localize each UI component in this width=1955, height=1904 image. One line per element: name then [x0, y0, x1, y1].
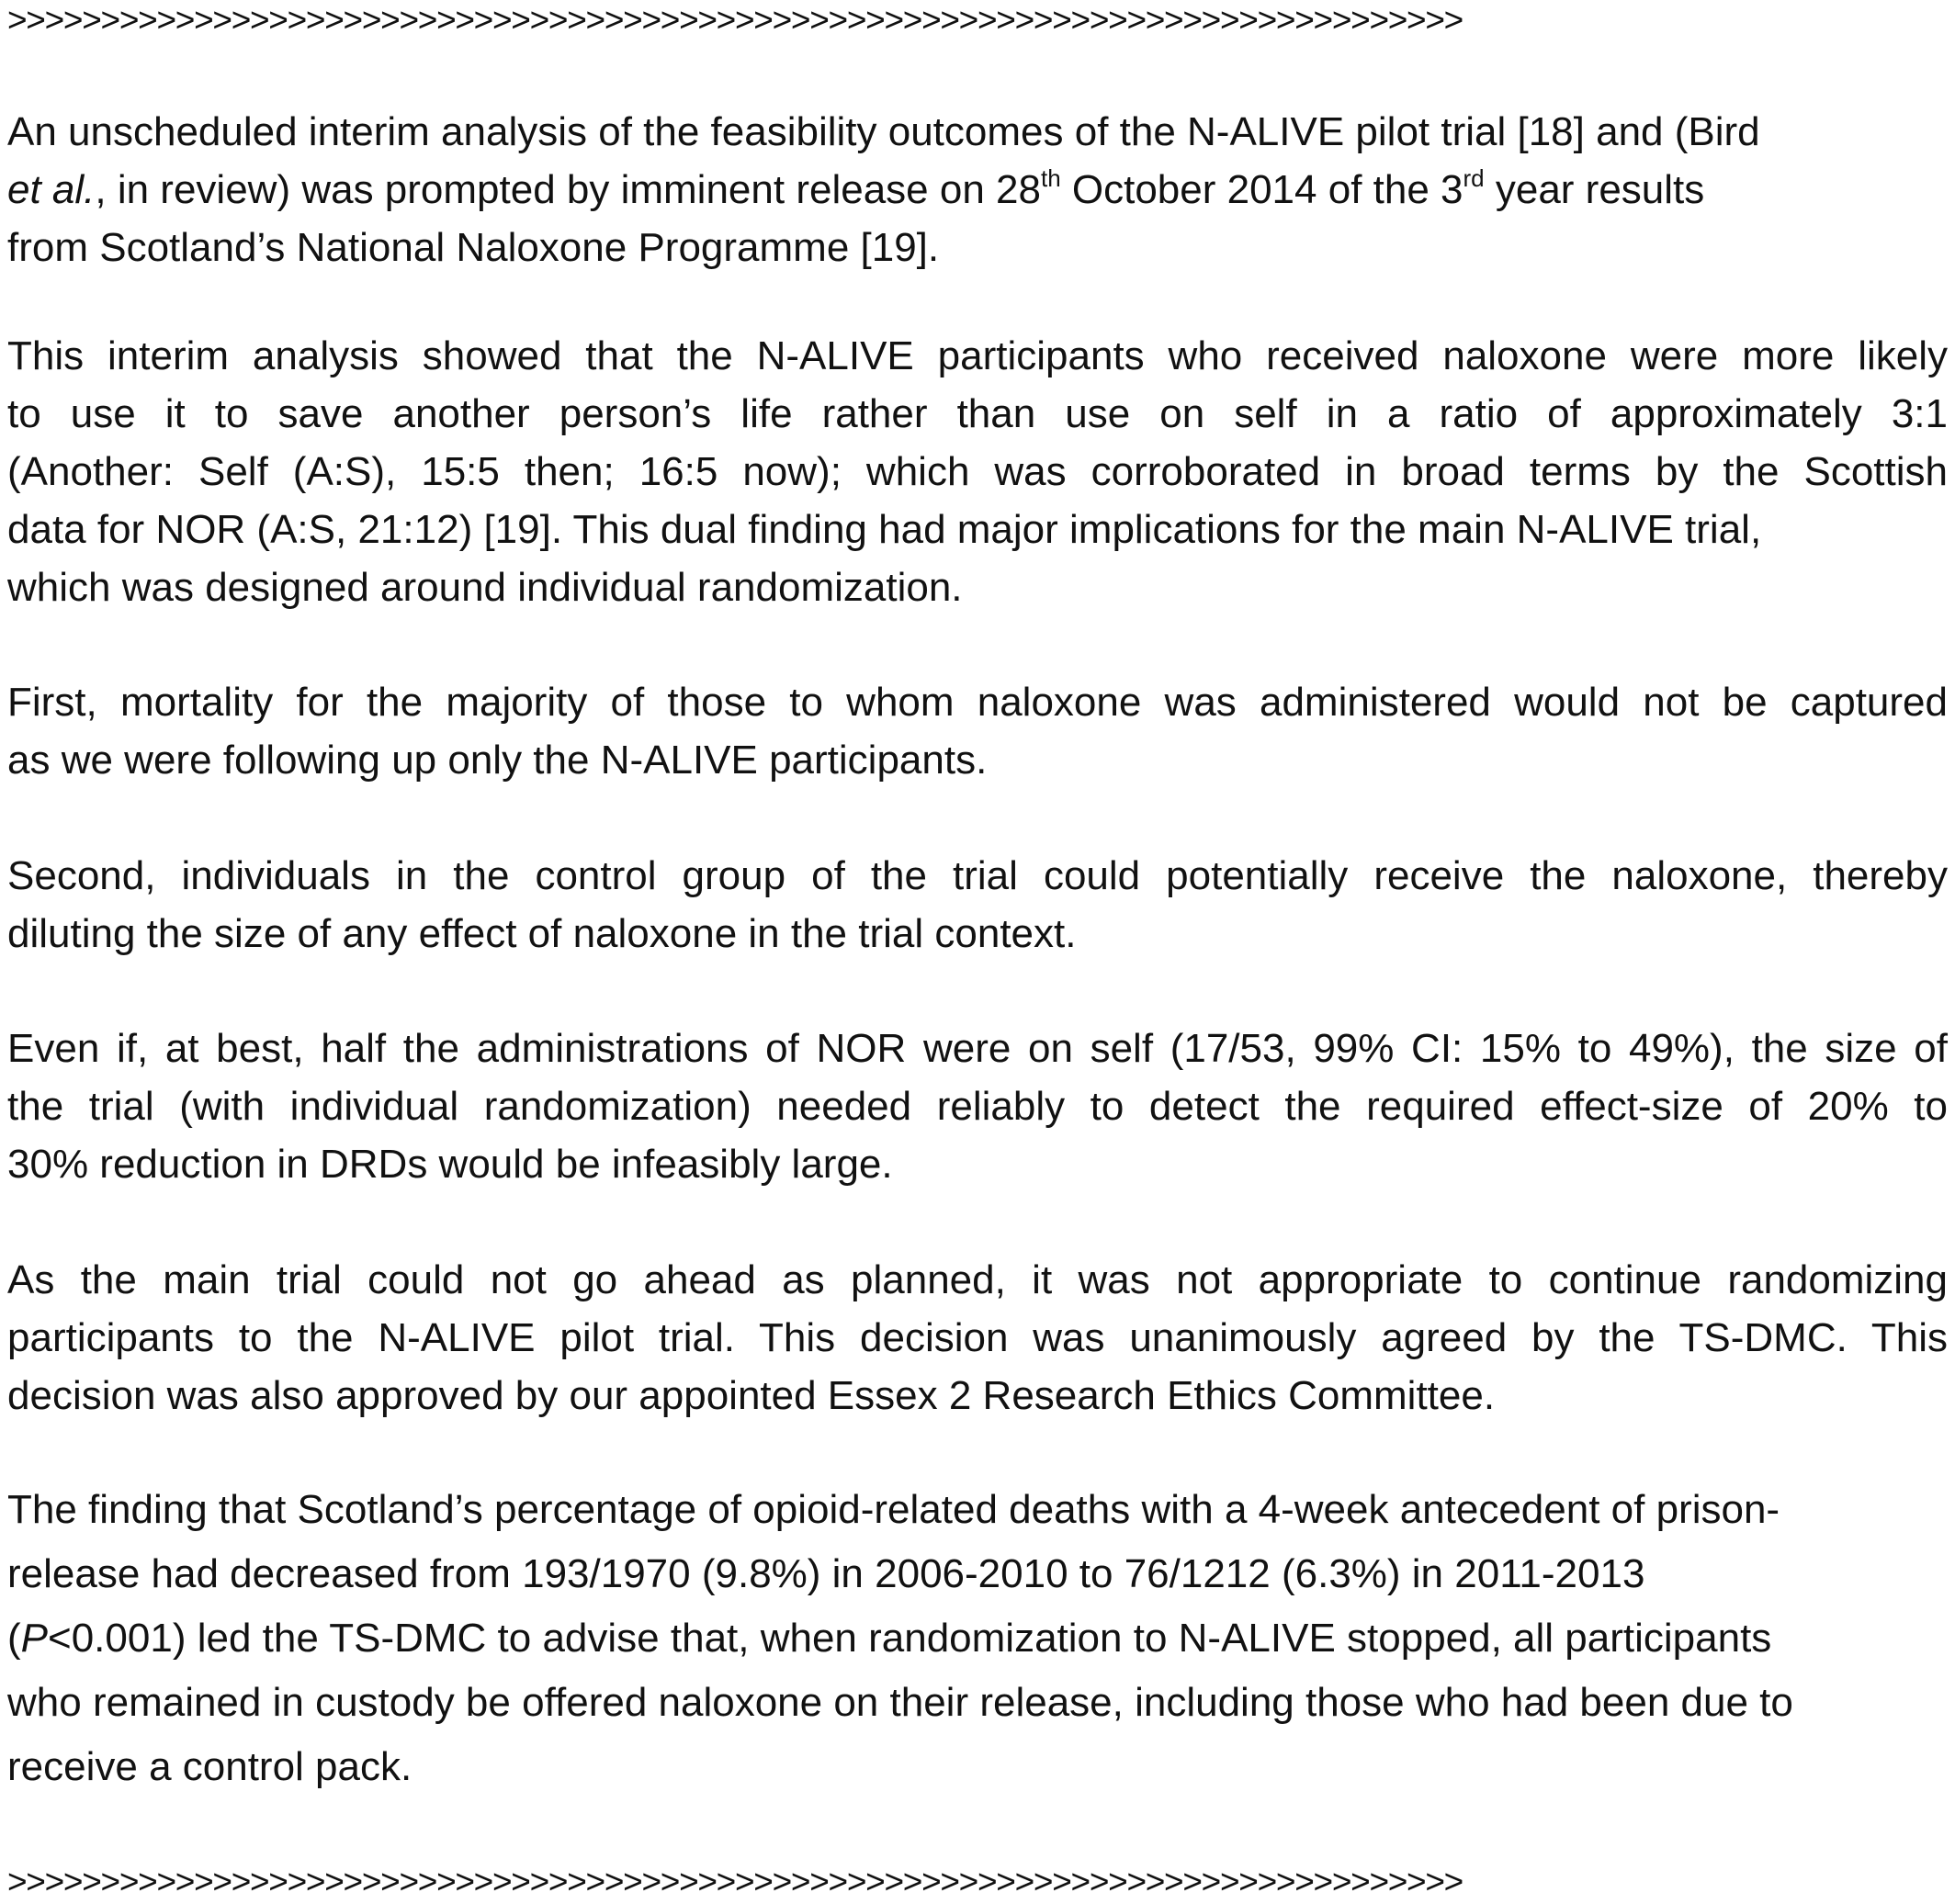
- p2-line-4: data for NOR (A:S, 21:12) [19]. This dual finding had major implications for the main N-ALIVE trial,: [7, 507, 1762, 552]
- p3-line-1: First, mortality for the majority of those to whom naloxone was administered would not be captured: [7, 680, 1948, 725]
- p1-line-2-c: year results: [1484, 167, 1705, 212]
- p7-line-4: who remained in custody be offered naloxone on their release, including those who had been due to: [7, 1680, 1793, 1725]
- p7-line-1: The finding that Scotland’s percentage of opioid-related deaths with a 4-week antecedent of prison-: [7, 1487, 1780, 1532]
- p6-line-2: participants to the N-ALIVE pilot trial. This decision was unanimously agreed by the TS-DMC. This: [7, 1315, 1948, 1360]
- p6-line-1: As the main trial could not go ahead as planned, it was not appropriate to continue randomizing: [7, 1257, 1948, 1302]
- p2-line-1: This interim analysis showed that the N-ALIVE participants who received naloxone were more likely: [7, 333, 1948, 378]
- p1-line-2: [7, 161, 1948, 219]
- p2-line-5: which was designed around individual randomization.: [7, 565, 963, 610]
- p7-line-3-rest: <0.001) led the TS-DMC to advise that, when randomization to N-ALIVE stopped, all participants: [48, 1616, 1772, 1661]
- paragraph-second-control-group: [7, 847, 1948, 963]
- p6-line-3: decision was also approved by our appointed Essex 2 Research Ethics Committee.: [7, 1373, 1496, 1418]
- p7-italic-p: P: [20, 1616, 49, 1661]
- divider-bottom: >>>>>>>>>>>>>>>>>>>>>>>>>>>>>>>>>>>>>>>>>>>>>>>>>>>>>>>>>>>>>>>>>>>>>>>>>>>>>>: [7, 1863, 1463, 1900]
- superscript-rd: rd: [1463, 164, 1485, 192]
- paragraph-trial-size: [7, 1020, 1948, 1193]
- paragraph-interim-analysis-intro: [7, 103, 1948, 276]
- paragraph-decision: [7, 1251, 1948, 1425]
- p1-line-2-a: , in review) was prompted by imminent release on 28: [95, 167, 1041, 212]
- p5-line-2: the trial (with individual randomization) needed reliably to detect the required effect-size of 20% to: [7, 1084, 1948, 1129]
- p7-line-3-open: (: [7, 1616, 21, 1661]
- p7-line-5: receive a control pack.: [7, 1744, 412, 1789]
- p4-line-1: Second, individuals in the control group of the trial could potentially receive the naloxone, thereby: [7, 853, 1948, 898]
- p1-line-3: from Scotland’s National Naloxone Programme [19].: [7, 225, 940, 270]
- paragraph-prison-release-finding: [7, 1478, 1948, 1799]
- p5-line-1: Even if, at best, half the administrations of NOR were on self (17/53, 99% CI: 15% to 49%), the size of: [7, 1026, 1948, 1071]
- paragraph-first-mortality: [7, 673, 1948, 789]
- p5-line-3: 30% reduction in DRDs would be infeasibly large.: [7, 1142, 893, 1187]
- p2-line-2: to use it to save another person’s life rather than use on self in a ratio of approximately 3:1: [7, 391, 1948, 436]
- paragraph-interim-findings: [7, 327, 1948, 616]
- p7-line-3: [7, 1606, 1948, 1671]
- p1-line-2-b: October 2014 of the 3: [1060, 167, 1463, 212]
- superscript-th: th: [1040, 164, 1061, 192]
- p1-line-1: An unscheduled interim analysis of the feasibility outcomes of the N-ALIVE pilot trial [18] and (Bird: [7, 109, 1760, 154]
- p1-italic-et-al: et al.: [7, 167, 96, 212]
- document-page: [7, 0, 1948, 1904]
- p3-line-2: as we were following up only the N-ALIVE participants.: [7, 738, 988, 783]
- divider-top: >>>>>>>>>>>>>>>>>>>>>>>>>>>>>>>>>>>>>>>>>>>>>>>>>>>>>>>>>>>>>>>>>>>>>>>>>>>>>>: [7, 1, 1463, 39]
- p4-line-2: diluting the size of any effect of naloxone in the trial context.: [7, 911, 1077, 956]
- p2-line-3: (Another: Self (A:S), 15:5 then; 16:5 now); which was corroborated in broad terms by the Scottish: [7, 449, 1948, 494]
- p7-line-2: release had decreased from 193/1970 (9.8%) in 2006-2010 to 76/1212 (6.3%) in 2011-2013: [7, 1551, 1645, 1596]
